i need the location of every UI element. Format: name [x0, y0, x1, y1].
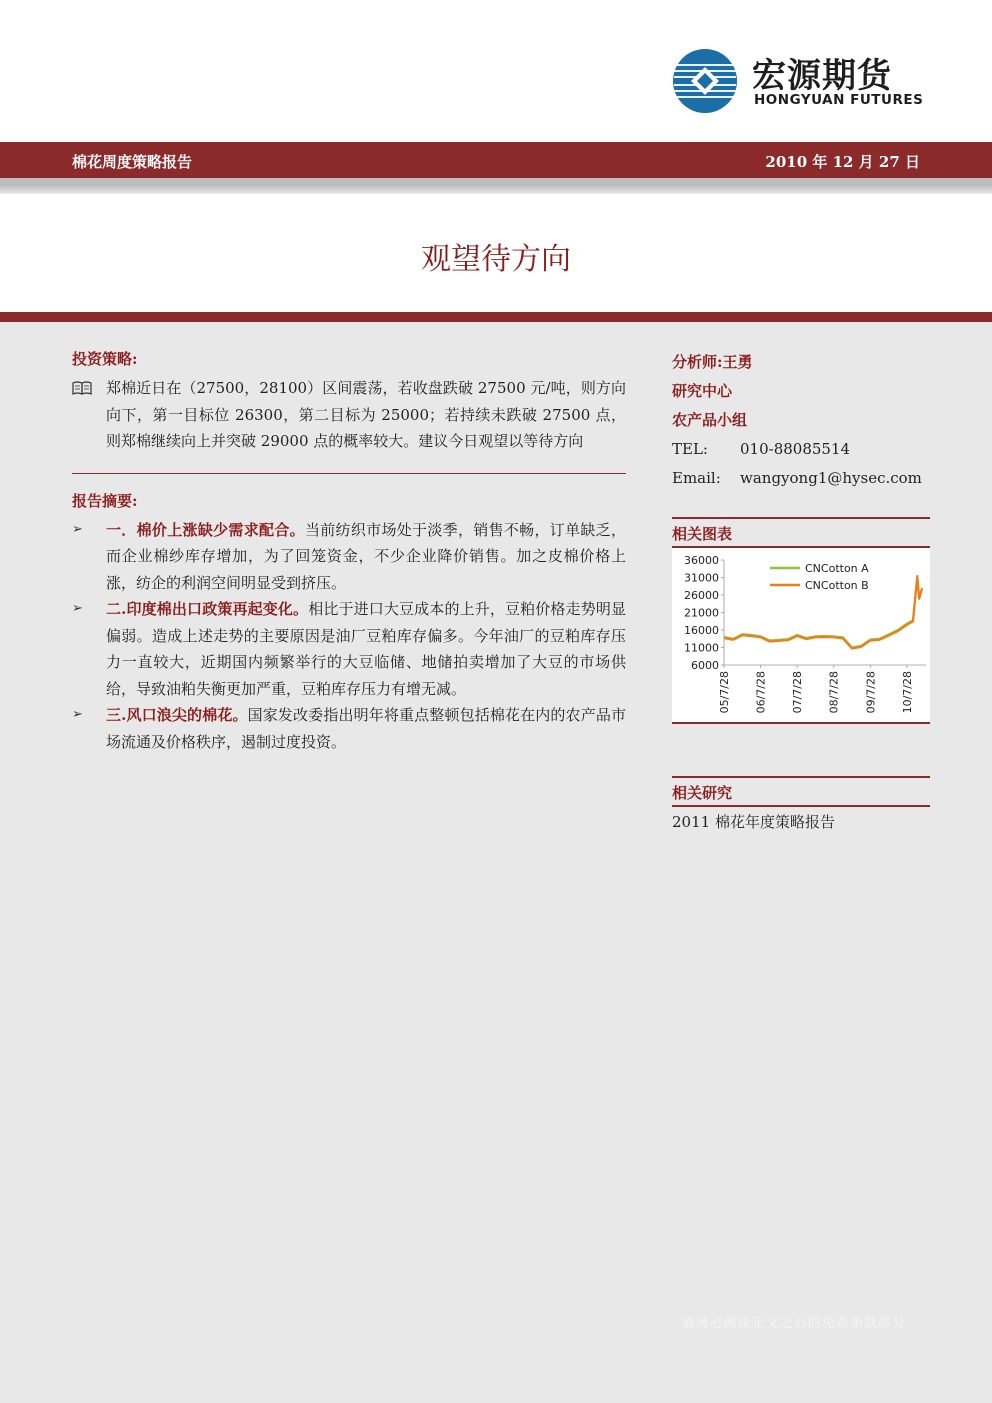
email-label: Email:	[672, 469, 721, 487]
summary-text: 相比于进口大豆成本的上升，豆粕价格走势明显偏弱。造成上述走势的主要原因是油厂豆粕库存偏多。今年油厂的豆粕库存压力一直较大，近期国内频繁举行的大豆临储、地储拍卖增加了大豆的市场供给，导致油粕失衡更加严重，豆粕库存压力有增无减。	[106, 600, 626, 698]
y-tick-label: 21000	[684, 606, 719, 620]
section-divider	[72, 473, 626, 474]
legend-label: CNCotton A	[805, 562, 869, 575]
y-tick-label: 26000	[684, 589, 719, 602]
summary-heading: 报告摘要:	[72, 491, 138, 510]
x-tick-label: 09/7/28	[864, 671, 878, 714]
brand-name-en: HONGYUAN FUTURES	[754, 92, 924, 108]
x-tick-label: 07/7/28	[791, 671, 805, 714]
summary-text: 当前纺织市场处于淡季，销售不畅，订单缺乏，而企业棉纱库存增加，为了回笼资金，不少企业降价销售。加之皮棉价格上涨，纺企的利润空间明显受到挤压。	[106, 520, 626, 592]
y-tick-label: 6000	[691, 659, 719, 672]
summary-lead: 三.风口浪尖的棉花。	[106, 706, 248, 724]
left-column	[72, 348, 626, 755]
company-logo	[672, 46, 922, 116]
band-shadow	[0, 178, 992, 194]
analyst-dept: 研究中心	[672, 382, 733, 400]
related-research-item[interactable]: 2011 棉花年度策略报告	[672, 813, 835, 831]
y-tick-label: 36000	[684, 554, 719, 567]
email-row	[672, 464, 930, 493]
x-tick-label: 08/7/28	[827, 671, 841, 714]
page-title: 观望待方向	[421, 242, 571, 277]
arrow-bullet-icon: ➢	[72, 521, 83, 537]
book-icon	[72, 381, 92, 395]
arrow-bullet-icon: ➢	[72, 601, 83, 616]
summary-item	[72, 702, 626, 755]
content-area	[0, 322, 992, 1403]
right-column	[672, 348, 930, 835]
strategy-text: 郑棉近日在（27500，28100）区间震荡，若收盘跌破 27500 元/吨，则方向向下，第一目标位 26300，第二目标为 25000；若持续未跌破 27500 点，则郑棉继续向上并突破 29000 点的概率较大。建议今日观望以等待方向	[106, 379, 626, 450]
x-tick-label: 05/7/28	[718, 671, 731, 714]
legend-label: CNCotton B	[805, 579, 869, 592]
y-tick-label: 16000	[684, 624, 719, 637]
strategy-heading: 投资策略:	[72, 350, 138, 368]
summary-text: 国家发改委指出明年将重点整顿包括棉花在内的农产品市场流通及价格秩序，遏制过度投资。	[106, 706, 626, 751]
y-tick-label: 31000	[684, 571, 719, 585]
analyst-group: 农产品小组	[672, 411, 748, 429]
summary-item	[72, 517, 626, 597]
chart-svg	[672, 548, 930, 724]
tel-row	[672, 435, 930, 464]
related-research-heading: 相关研究	[672, 776, 930, 807]
x-tick-label: 06/7/28	[754, 671, 768, 714]
report-date: 2010 年 12 月 27 日	[765, 153, 920, 171]
arrow-bullet-icon: ➢	[72, 707, 83, 722]
title-rule	[0, 312, 992, 322]
report-band	[0, 142, 992, 178]
summary-lead: 一．棉价上涨缺少需求配合。	[106, 520, 305, 539]
email-value[interactable]: wangyong1@hysec.com	[740, 469, 922, 487]
hongyuan-logo-icon	[672, 48, 738, 114]
tel-value: 010-88085514	[740, 440, 851, 458]
brand-name-cn: 宏源期货	[752, 56, 892, 96]
analyst-name: 分析师:王勇	[672, 353, 753, 371]
report-type: 棉花周度策略报告	[72, 153, 193, 171]
title-area	[0, 194, 992, 312]
strategy-block	[72, 375, 626, 455]
cotton-price-chart	[672, 548, 930, 724]
disclaimer-note: 请务必阅读正文之后的免责条款部分	[681, 1316, 906, 1331]
related-chart-heading: 相关图表	[672, 517, 930, 548]
summary-item	[72, 596, 626, 702]
y-tick-label: 11000	[684, 641, 719, 655]
summary-lead: 二.印度棉出口政策再起变化。	[106, 600, 309, 618]
tel-label: TEL:	[672, 440, 708, 458]
x-tick-label: 10/7/28	[900, 671, 914, 714]
header-top	[0, 0, 992, 142]
